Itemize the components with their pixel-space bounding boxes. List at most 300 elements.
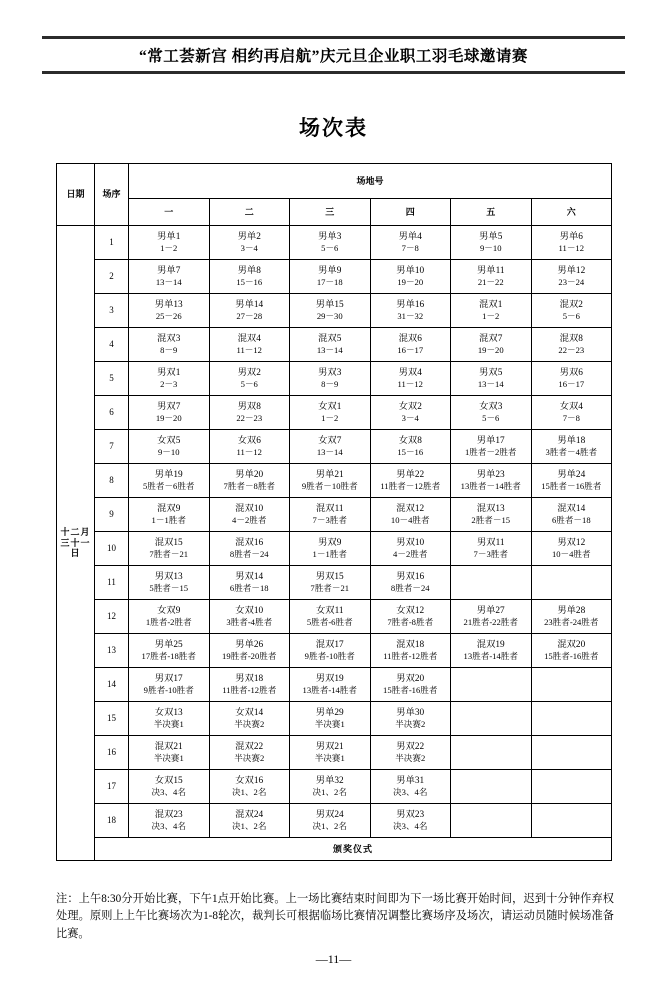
match-cell-empty <box>451 566 532 600</box>
match-name: 男单30 <box>396 707 425 718</box>
order-cell: 1 <box>95 226 129 260</box>
match-pairing: 5－6 <box>240 378 258 389</box>
match-pairing: 25－26 <box>155 310 182 321</box>
match-name: 混双11 <box>315 503 344 514</box>
match-cell <box>129 702 210 736</box>
match-name: 混双8 <box>559 333 583 344</box>
order-cell: 14 <box>95 668 129 702</box>
header-court-6: 六 <box>531 199 612 226</box>
match-name: 男单28 <box>557 605 586 616</box>
match-pairing: 7胜者－21 <box>310 582 350 593</box>
match-pairing: 半决赛1 <box>314 752 345 763</box>
match-pairing: 7－3胜者 <box>312 514 347 525</box>
table-row <box>57 260 612 294</box>
match-name: 混双21 <box>154 741 183 752</box>
match-name: 男单3 <box>318 231 342 242</box>
table-row <box>57 294 612 328</box>
match-name: 女双9 <box>157 605 181 616</box>
match-cell <box>531 294 612 328</box>
match-cell <box>531 396 612 430</box>
match-cell <box>451 464 532 498</box>
notes-text: 注：上午8:30分开始比赛，下午1点开始比赛。上一场比赛结束时间即为下一场比赛开始时间，迟到十分钟作弃权处理。原则上上午比赛场次为1-8轮次，裁判长可根据临场比赛情况调整比赛场序及场次，请运动员随时候场准备比赛。 <box>56 893 614 940</box>
match-name: 男双4 <box>398 367 422 378</box>
page-number: —11— <box>315 952 352 966</box>
match-name: 男单11 <box>476 265 505 276</box>
order-cell: 15 <box>95 702 129 736</box>
match-name: 男双1 <box>157 367 181 378</box>
match-name: 男双5 <box>479 367 503 378</box>
match-name: 男双2 <box>237 367 261 378</box>
match-pairing: 13胜者－14胜者 <box>460 480 521 491</box>
match-cell <box>370 362 451 396</box>
match-cell <box>290 736 371 770</box>
match-pairing: 11－12 <box>558 242 585 253</box>
match-name: 混双7 <box>479 333 503 344</box>
match-name: 男单9 <box>318 265 342 276</box>
match-name: 男单8 <box>237 265 261 276</box>
match-name: 混双23 <box>154 809 183 820</box>
table-row <box>57 668 612 702</box>
match-cell <box>290 702 371 736</box>
match-pairing: 7－3胜者 <box>473 548 508 559</box>
match-cell <box>290 498 371 532</box>
order-cell: 18 <box>95 804 129 838</box>
match-name: 男双20 <box>396 673 425 684</box>
match-pairing: 3－4 <box>401 412 419 423</box>
match-name: 混双15 <box>154 537 183 548</box>
match-pairing: 6胜者－18 <box>229 582 269 593</box>
match-pairing: 13－14 <box>316 344 343 355</box>
match-name: 女双5 <box>157 435 181 446</box>
match-pairing: 9－10 <box>158 446 180 457</box>
match-name: 女双12 <box>396 605 425 616</box>
match-cell <box>370 498 451 532</box>
match-pairing: 决3、4名 <box>151 786 186 797</box>
match-pairing: 6胜者－18 <box>551 514 591 525</box>
match-pairing: 7胜者-8胜者 <box>387 616 434 627</box>
match-pairing: 决1、2名 <box>232 820 267 831</box>
match-name: 男单1 <box>157 231 181 242</box>
match-pairing: 5－6 <box>562 310 580 321</box>
match-name: 男双12 <box>557 537 586 548</box>
match-pairing: 半决赛1 <box>314 718 345 729</box>
match-pairing: 9胜者-10胜者 <box>143 684 194 695</box>
match-cell <box>209 668 290 702</box>
match-cell <box>209 430 290 464</box>
match-cell <box>129 600 210 634</box>
match-cell <box>129 260 210 294</box>
match-name: 男单7 <box>157 265 181 276</box>
match-cell <box>129 634 210 668</box>
table-row <box>57 566 612 600</box>
match-cell-empty <box>451 770 532 804</box>
match-pairing: 19胜者-20胜者 <box>222 650 277 661</box>
match-cell <box>129 770 210 804</box>
match-name: 女双11 <box>315 605 344 616</box>
match-name: 男单26 <box>235 639 264 650</box>
match-cell <box>370 668 451 702</box>
match-pairing: 11－12 <box>236 344 262 355</box>
match-pairing: 半决赛2 <box>234 718 265 729</box>
match-name: 男单27 <box>476 605 505 616</box>
match-pairing: 10－4胜者 <box>551 548 591 559</box>
match-name: 混双18 <box>396 639 425 650</box>
match-pairing: 9胜者-10胜者 <box>304 650 355 661</box>
match-cell <box>129 804 210 838</box>
match-name: 女双2 <box>398 401 422 412</box>
match-cell-empty <box>451 736 532 770</box>
match-pairing: 5胜者-6胜者 <box>306 616 353 627</box>
match-name: 男单5 <box>479 231 503 242</box>
match-cell-empty <box>451 668 532 702</box>
match-name: 男双23 <box>396 809 425 820</box>
match-name: 男单31 <box>396 775 425 786</box>
match-name: 混双17 <box>315 639 344 650</box>
match-name: 女双10 <box>235 605 264 616</box>
match-name: 男双8 <box>237 401 261 412</box>
match-name: 女双7 <box>318 435 342 446</box>
match-cell <box>451 328 532 362</box>
match-cell <box>290 532 371 566</box>
match-pairing: 15胜者－16胜者 <box>541 480 602 491</box>
match-cell <box>370 634 451 668</box>
match-cell <box>531 634 612 668</box>
match-cell <box>531 600 612 634</box>
match-cell <box>290 396 371 430</box>
table-row <box>57 430 612 464</box>
order-cell: 2 <box>95 260 129 294</box>
match-cell-empty <box>451 702 532 736</box>
match-cell <box>370 702 451 736</box>
order-cell: 3 <box>95 294 129 328</box>
match-cell <box>209 702 290 736</box>
match-name: 男单20 <box>235 469 264 480</box>
table-row <box>57 328 612 362</box>
match-name: 男单2 <box>237 231 261 242</box>
match-pairing: 15胜者-16胜者 <box>544 650 599 661</box>
match-cell <box>451 600 532 634</box>
ceremony-row <box>57 838 612 861</box>
match-pairing: 17－18 <box>316 276 343 287</box>
match-cell <box>451 498 532 532</box>
match-pairing: 5－6 <box>321 242 339 253</box>
match-pairing: 3胜者－4胜者 <box>545 446 598 457</box>
match-pairing: 3胜者-4胜者 <box>226 616 273 627</box>
match-pairing: 1－2 <box>321 412 339 423</box>
match-cell <box>290 294 371 328</box>
match-pairing: 10－4胜者 <box>390 514 430 525</box>
match-pairing: 31－32 <box>397 310 424 321</box>
match-name: 男双10 <box>396 537 425 548</box>
match-pairing: 半决赛1 <box>153 752 184 763</box>
match-name: 男单29 <box>315 707 344 718</box>
match-name: 男双21 <box>315 741 344 752</box>
match-pairing: 9－10 <box>480 242 502 253</box>
match-name: 女双4 <box>559 401 583 412</box>
match-cell <box>370 396 451 430</box>
match-pairing: 1－2 <box>482 310 500 321</box>
match-name: 男双14 <box>235 571 264 582</box>
match-pairing: 11胜者－12胜者 <box>380 480 441 491</box>
match-pairing: 7－8 <box>401 242 419 253</box>
table-row <box>57 464 612 498</box>
match-cell <box>129 328 210 362</box>
match-name: 男单16 <box>396 299 425 310</box>
match-name: 混双20 <box>557 639 586 650</box>
match-cell <box>290 362 371 396</box>
match-name: 男单21 <box>315 469 344 480</box>
match-cell <box>451 634 532 668</box>
match-cell <box>370 294 451 328</box>
match-name: 混双6 <box>398 333 422 344</box>
order-cell: 10 <box>95 532 129 566</box>
match-cell <box>129 668 210 702</box>
match-cell <box>290 634 371 668</box>
match-cell <box>370 226 451 260</box>
match-cell <box>209 600 290 634</box>
match-pairing: 15－16 <box>397 446 424 457</box>
match-cell <box>129 566 210 600</box>
match-pairing: 决3、4名 <box>393 786 428 797</box>
match-cell <box>531 498 612 532</box>
match-cell <box>129 736 210 770</box>
match-name: 男单25 <box>154 639 183 650</box>
match-cell <box>129 226 210 260</box>
match-name: 女双13 <box>154 707 183 718</box>
match-name: 混双14 <box>557 503 586 514</box>
match-cell <box>531 260 612 294</box>
match-pairing: 8－9 <box>160 344 178 355</box>
match-name: 男单15 <box>315 299 344 310</box>
table-row <box>57 804 612 838</box>
match-name: 男单23 <box>476 469 505 480</box>
match-cell-empty <box>531 702 612 736</box>
match-pairing: 9胜者－10胜者 <box>301 480 358 491</box>
match-name: 混双19 <box>476 639 505 650</box>
match-cell-empty <box>451 804 532 838</box>
match-cell <box>209 260 290 294</box>
table-row <box>57 634 612 668</box>
match-name: 男单19 <box>154 469 183 480</box>
match-cell <box>209 804 290 838</box>
match-pairing: 7胜者－8胜者 <box>223 480 276 491</box>
match-cell <box>129 362 210 396</box>
match-cell <box>290 226 371 260</box>
match-name: 男双3 <box>318 367 342 378</box>
match-name: 男双16 <box>396 571 425 582</box>
match-cell-empty <box>531 668 612 702</box>
banner-title: “常工荟新宫 相约再启航”庆元旦企业职工羽毛球邀请赛 <box>139 48 528 65</box>
match-cell <box>451 362 532 396</box>
match-cell <box>209 328 290 362</box>
match-name: 男双11 <box>476 537 505 548</box>
match-cell <box>370 532 451 566</box>
match-cell <box>209 566 290 600</box>
match-name: 女双3 <box>479 401 503 412</box>
match-cell <box>209 634 290 668</box>
table-header-row-1 <box>57 164 612 199</box>
match-name: 混双12 <box>396 503 425 514</box>
match-pairing: 17胜者-18胜者 <box>141 650 196 661</box>
table-row <box>57 226 612 260</box>
header-court-5: 五 <box>451 199 532 226</box>
table-row <box>57 600 612 634</box>
match-pairing: 8胜者－24 <box>229 548 269 559</box>
match-pairing: 4－2胜者 <box>393 548 428 559</box>
match-cell <box>370 770 451 804</box>
match-name: 男单12 <box>557 265 586 276</box>
match-name: 女双8 <box>398 435 422 446</box>
match-pairing: 22－23 <box>236 412 263 423</box>
header-court-4: 四 <box>370 199 451 226</box>
match-name: 男双9 <box>318 537 342 548</box>
match-pairing: 29－30 <box>316 310 343 321</box>
table-row <box>57 702 612 736</box>
match-cell <box>209 226 290 260</box>
match-cell-empty <box>531 804 612 838</box>
match-name: 男双19 <box>315 673 344 684</box>
match-pairing: 1胜者－2胜者 <box>464 446 517 457</box>
match-name: 男单24 <box>557 469 586 480</box>
match-name: 女双15 <box>154 775 183 786</box>
match-cell <box>451 294 532 328</box>
match-name: 女双16 <box>235 775 264 786</box>
match-name: 男双15 <box>315 571 344 582</box>
match-name: 混双24 <box>235 809 264 820</box>
match-cell <box>290 804 371 838</box>
match-pairing: 23－24 <box>558 276 585 287</box>
match-cell-empty <box>531 770 612 804</box>
match-pairing: 半决赛2 <box>395 752 426 763</box>
match-cell <box>451 532 532 566</box>
match-pairing: 7－8 <box>562 412 580 423</box>
match-cell <box>370 328 451 362</box>
header-court-1: 一 <box>129 199 210 226</box>
match-pairing: 15－16 <box>236 276 263 287</box>
match-name: 男单17 <box>476 435 505 446</box>
match-name: 男双6 <box>559 367 583 378</box>
match-pairing: 13－14 <box>155 276 182 287</box>
match-pairing: 16－17 <box>397 344 424 355</box>
match-cell <box>129 464 210 498</box>
match-cell <box>290 566 371 600</box>
match-cell <box>531 362 612 396</box>
match-pairing: 11胜者-12胜者 <box>383 650 438 661</box>
match-pairing: 13胜者-14胜者 <box>302 684 357 695</box>
match-pairing: 27－28 <box>236 310 263 321</box>
match-name: 混双13 <box>476 503 505 514</box>
match-cell <box>209 396 290 430</box>
header-court-3: 三 <box>290 199 371 226</box>
match-name: 女双14 <box>235 707 264 718</box>
header-court-group: 场地号 <box>129 164 612 199</box>
match-cell <box>370 736 451 770</box>
match-pairing: 7胜者－21 <box>149 548 189 559</box>
table-row <box>57 532 612 566</box>
match-pairing: 16－17 <box>558 378 585 389</box>
match-cell <box>531 430 612 464</box>
match-cell <box>531 328 612 362</box>
match-cell <box>129 532 210 566</box>
match-pairing: 11胜者-12胜者 <box>222 684 277 695</box>
match-cell <box>370 804 451 838</box>
order-cell: 8 <box>95 464 129 498</box>
match-pairing: 决1、2名 <box>232 786 267 797</box>
header-order: 场序 <box>95 164 129 226</box>
header-date: 日期 <box>57 164 95 226</box>
match-cell <box>209 532 290 566</box>
match-cell <box>129 396 210 430</box>
match-name: 混双4 <box>237 333 261 344</box>
match-name: 男双17 <box>154 673 183 684</box>
match-cell <box>370 430 451 464</box>
table-row <box>57 396 612 430</box>
order-cell: 11 <box>95 566 129 600</box>
match-pairing: 决1、2名 <box>312 786 347 797</box>
match-name: 男双18 <box>235 673 264 684</box>
match-pairing: 13－14 <box>316 446 343 457</box>
match-cell <box>531 532 612 566</box>
match-name: 男单6 <box>559 231 583 242</box>
order-cell: 9 <box>95 498 129 532</box>
match-pairing: 决1、2名 <box>312 820 347 831</box>
match-cell <box>370 566 451 600</box>
match-pairing: 决3、4名 <box>393 820 428 831</box>
match-cell <box>290 328 371 362</box>
match-name: 男单32 <box>315 775 344 786</box>
match-cell <box>290 430 371 464</box>
match-pairing: 11－12 <box>397 378 423 389</box>
table-row <box>57 736 612 770</box>
match-cell <box>370 600 451 634</box>
table-body <box>57 226 612 861</box>
match-pairing: 半决赛1 <box>153 718 184 729</box>
table-row <box>57 498 612 532</box>
match-cell <box>370 260 451 294</box>
ceremony-cell: 颁奖仪式 <box>95 838 612 861</box>
match-pairing: 5胜者－6胜者 <box>142 480 195 491</box>
table-head <box>57 164 612 226</box>
match-name: 男双7 <box>157 401 181 412</box>
match-name: 混双16 <box>235 537 264 548</box>
match-cell-empty <box>531 736 612 770</box>
match-pairing: 8－9 <box>321 378 339 389</box>
header-court-2: 二 <box>209 199 290 226</box>
match-cell <box>451 396 532 430</box>
match-name: 男单22 <box>396 469 425 480</box>
match-pairing: 21胜者-22胜者 <box>463 616 518 627</box>
match-cell <box>209 770 290 804</box>
match-pairing: 22－23 <box>558 344 585 355</box>
match-pairing: 2胜者－15 <box>471 514 511 525</box>
match-cell <box>209 294 290 328</box>
date-cell: 十二月三十一日 <box>57 226 95 861</box>
order-cell: 13 <box>95 634 129 668</box>
order-cell: 6 <box>95 396 129 430</box>
match-cell <box>531 226 612 260</box>
notes-block <box>56 891 614 943</box>
order-cell: 7 <box>95 430 129 464</box>
match-pairing: 19－20 <box>397 276 424 287</box>
match-cell <box>129 498 210 532</box>
order-cell: 17 <box>95 770 129 804</box>
schedule-table <box>56 163 612 861</box>
table-row <box>57 770 612 804</box>
match-name: 混双2 <box>559 299 583 310</box>
order-cell: 4 <box>95 328 129 362</box>
match-name: 男双13 <box>154 571 183 582</box>
match-pairing: 5－6 <box>482 412 500 423</box>
